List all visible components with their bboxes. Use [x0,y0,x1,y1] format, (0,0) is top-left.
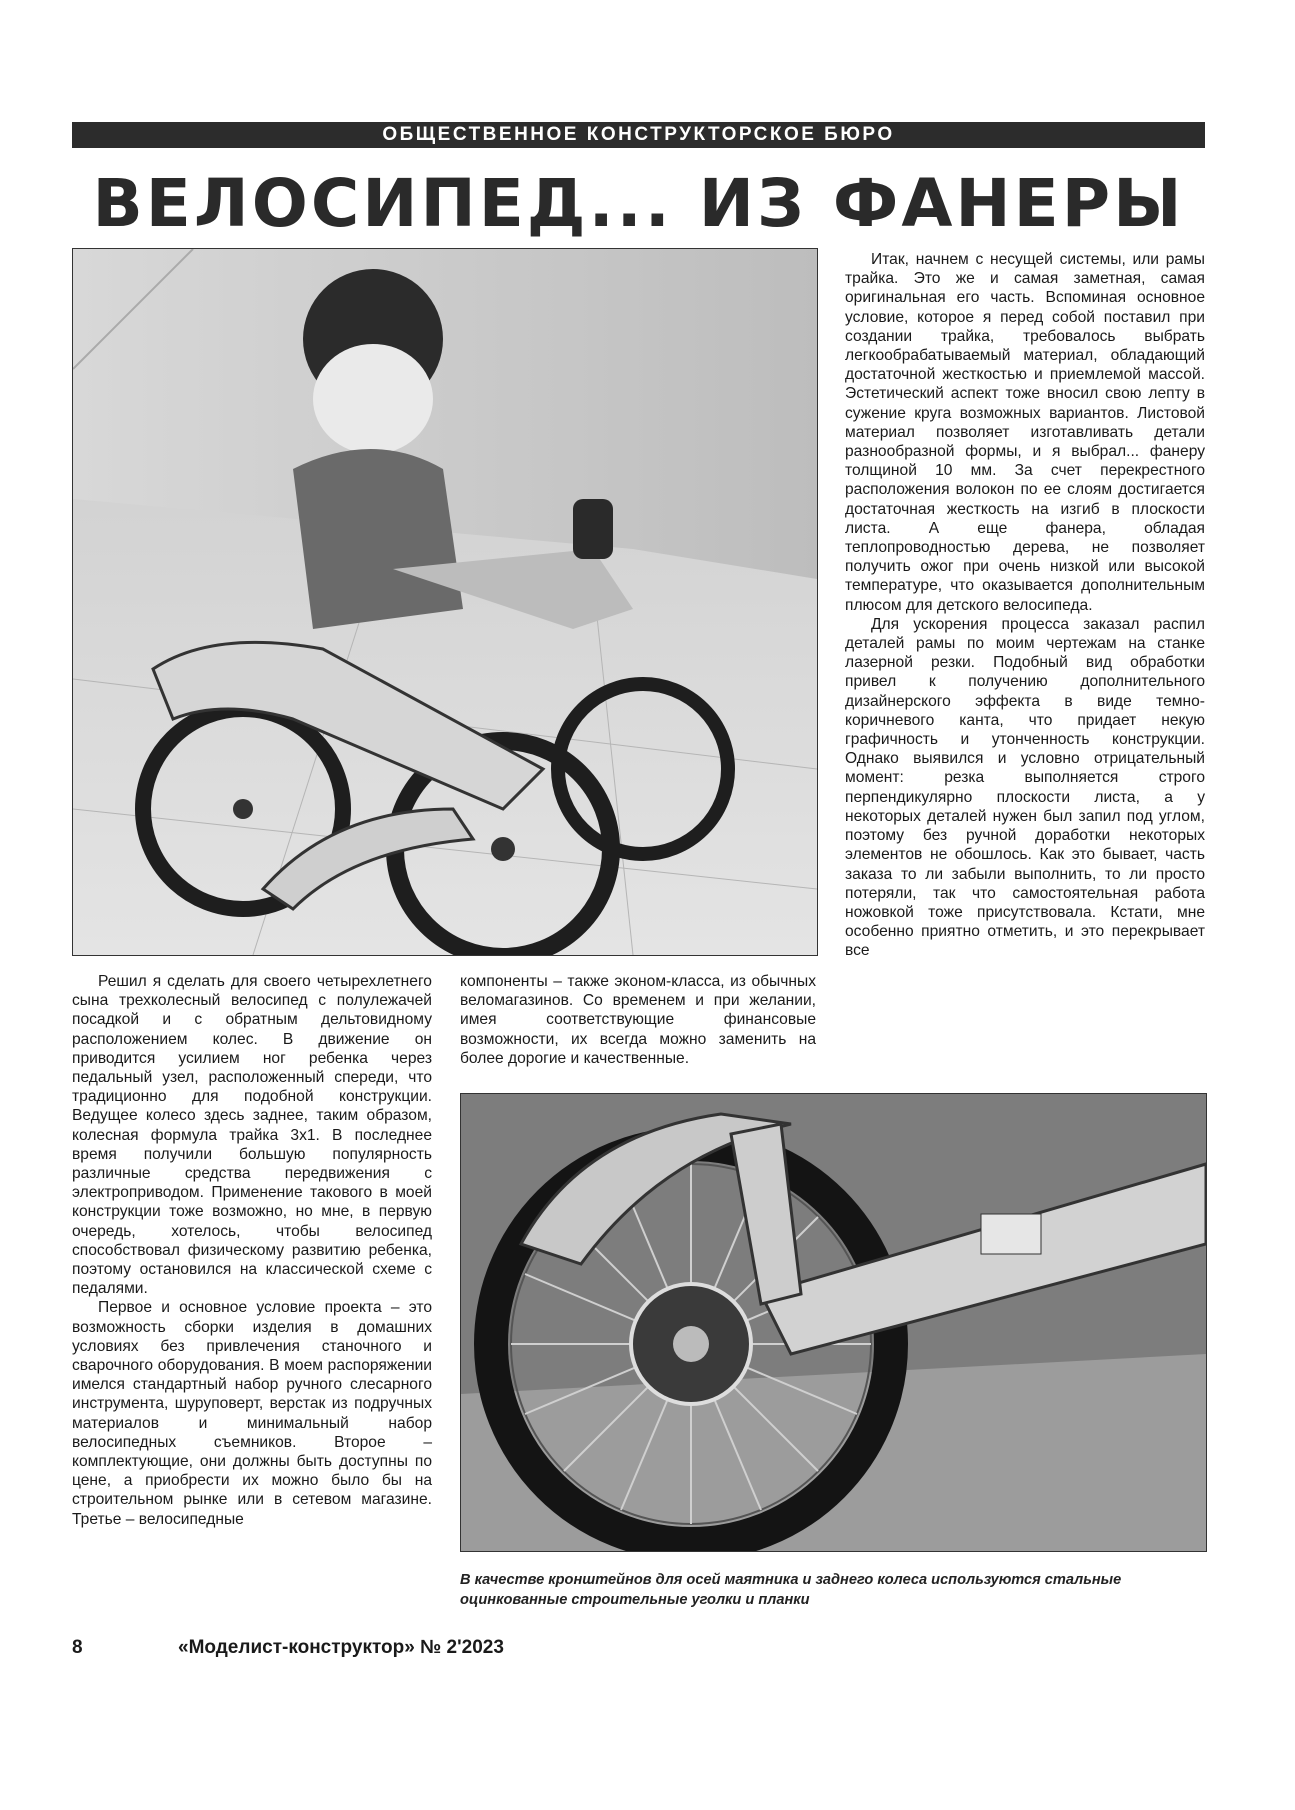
photo-caption: В качестве кронштейнов для осей маятника и заднего колеса используются стальные оцинкованные строительные уголки и планки [460,1572,1122,1608]
paragraph: компоненты – также эконом-класса, из обычных веломагазинов. Со временем и при желании, имея соответствующие финансовые возможности, их всегда можно заменить на более дорогие и качественные. [460,973,816,1067]
paragraph: Для ускорения процесса заказал распил деталей рамы по моим чертежам на станке лазерной резки. Подобный вид обработки привел к получению дополнительного дизайнерского эффекта в виде темно-коричневого канта, что придает некую графичность и утонченность конструкции. Однако выявился и условно отрицательный момент: резка выполняется строго перпендикулярно плоскости листа, а у некоторых деталей нужен был запил под углом, поэтому без ручной доработки некоторых элементов не обошлось. Как это бывает, часть заказа то ли забыли выполнить, то ли просто потеряли, так что самостоятельная работа ножовкой тоже присутствовала. Кстати, мне особенно приятно отметить, и это перекрывает все [845,615,1205,960]
magazine-issue: «Моделист-конструктор» № 2'2023 [178,1637,504,1658]
paragraph: Первое и основное условие проекта – это возможность сборки изделия в домашних условиях без привлечения станочного и сварочного оборудования. В моем распоряжении имелся стандартный набор ручного слесарного инструмента, шуруповерт, верстак из подручных материалов и минимальный набор велосипедных съемников. Второе – комплектующие, они должны быть доступны по цене, а приобрести их можно было бы на строительном рынке или в сетевом магазине. Третье – велосипедные [72,1299,432,1528]
article-column-left [72,972,432,1529]
photo-rear-wheel [460,1093,1207,1552]
article-column-middle [460,972,816,1068]
article-title: ВЕЛОСИПЕД... ИЗ ФАНЕРЫ [92,165,1185,242]
page-number: 8 [72,1637,83,1658]
paragraph: Решил я сделать для своего четырехлетнего сына трехколесный велосипед с полулежачей посадкой и с обратным дельтовидному расположением колес. В движение он приводится усилием ног ребенка через педальный узел, расположенный спереди, что традиционно для подобной конструкции. Ведущее колесо здесь заднее, таким образом, колесная формула трайка 3х1. В последнее время получили большую популярность различные средства передвижения с электроприводом. Применение такового в моей конструкции тоже возможно, но мне, в первую очередь, хотелось, чтобы велосипед способствовал физическому развитию ребенка, поэтому остановился на классической схеме с педалями. [72,973,432,1298]
paragraph: Итак, начнем с несущей системы, или рамы трайка. Это же и самая заметная, самая оригинальная его часть. Вспоминая основное условие, которое я перед собой поставил при создании трайка, требовалось выбрать легкообрабатываемый материал, обладающий достаточной жесткостью и приемлемой массой. Эстетический аспект тоже вносил свою лепту в сужение круга возможных вариантов. Листовой материал позволяет изготавливать детали разнообразной формы, и я выбрал... фанеру толщиной 10 мм. За счет перекрестного расположения волокон по ее слоям достигается достаточная жесткость на изгиб в плоскости листа. А еще фанера, обладая теплопроводностью дерева, не позволяет получить ожог при очень низкой или высокой температуре, что оказывается дополнительным плюсом для детского велосипеда. [845,251,1205,614]
section-header [72,122,1205,148]
photo-child-on-trike [72,248,818,956]
section-header-text: ОБЩЕСТВЕННОЕ КОНСТРУКТОРСКОЕ БЮРО [382,124,895,145]
article-column-right-top [845,250,1205,961]
